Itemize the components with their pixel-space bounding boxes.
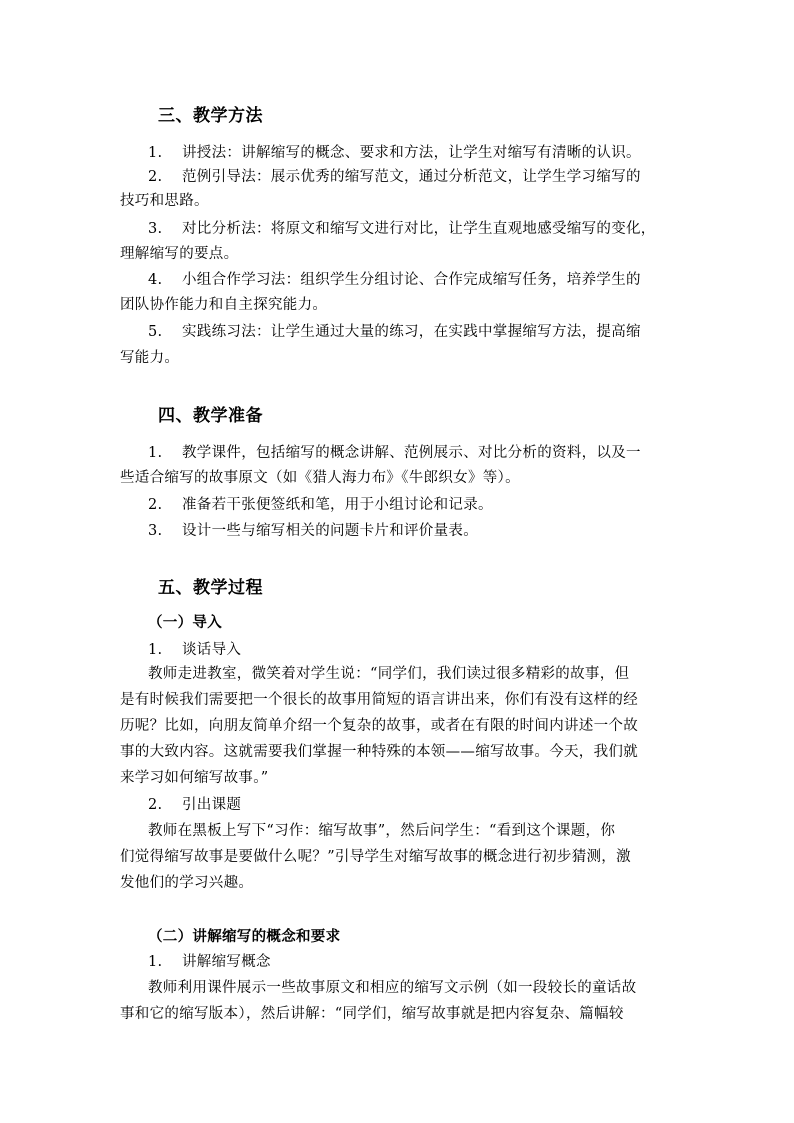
paragraph-line: 历呢？比如，向朋友简单介绍一个复杂的故事，或者在有限的时间内讲述一个故 [120, 718, 638, 734]
step-title: 讲解缩写概念 [182, 954, 271, 970]
item-number: 3. [148, 523, 163, 539]
item-continuation: 技巧和思路。 [120, 193, 209, 209]
item-text: 范例引导法：展示优秀的缩写范文，通过分析范文，让学生学习缩写的 [182, 169, 641, 185]
item-text: 实践练习法：让学生通过大量的练习，在实践中掌握缩写方法，提高缩 [182, 324, 641, 340]
item-text: 讲授法：讲解缩写的概念、要求和方法，让学生对缩写有清晰的认识。 [182, 145, 641, 161]
list-item [148, 443, 641, 463]
item-continuation: 写能力。 [120, 350, 180, 366]
step-heading [148, 952, 271, 972]
item-number: 5. [148, 324, 163, 340]
paragraph-line: 发他们的学习兴趣。 [120, 875, 254, 891]
item-number: 4. [148, 272, 163, 288]
list-item [148, 143, 641, 163]
step-number: 2. [148, 797, 163, 813]
item-text: 准备若干张便签纸和笔，用于小组讨论和记录。 [182, 497, 493, 513]
step-title: 谈话导入 [182, 642, 242, 658]
paragraph-line: 是有时候我们需要把一个很长的故事用简短的语言讲出来，你们有没有这样的经 [120, 692, 638, 708]
section-heading-prep: 四、教学准备 [158, 406, 263, 426]
paragraph-line: 教师走进教室，微笑着对学生说：“同学们，我们读过很多精彩的故事，但 [148, 666, 630, 682]
item-number: 2. [148, 169, 163, 185]
item-number: 2. [148, 497, 163, 513]
list-item [148, 219, 656, 239]
section-heading-process: 五、教学过程 [158, 578, 263, 598]
paragraph-line: 教师在黑板上写下“习作：缩写故事”，然后问学生：“看到这个课题，你 [148, 823, 616, 839]
subsection-heading-intro: （一）导入 [148, 614, 222, 631]
step-title: 引出课题 [182, 797, 242, 813]
item-number: 3. [148, 221, 163, 237]
list-item [148, 167, 641, 187]
step-heading [148, 795, 241, 815]
paragraph-line: 们觉得缩写故事是要做什么呢？”引导学生对缩写故事的概念进行初步猜测，激 [120, 849, 631, 865]
subsection-heading-concept: （二）讲解缩写的概念和要求 [148, 928, 341, 945]
item-number: 1. [148, 445, 163, 461]
paragraph-line: 来学习如何缩写故事。” [120, 770, 269, 786]
section-heading-methods: 三、教学方法 [158, 106, 263, 126]
step-heading [148, 640, 241, 660]
list-item [148, 495, 493, 515]
paragraph-line: 教师利用课件展示一些故事原文和相应的缩写文示例（如一段较长的童话故 [148, 980, 637, 996]
item-text: 对比分析法：将原文和缩写文进行对比，让学生直观地感受缩写的变化， [182, 221, 656, 237]
item-text: 教学课件，包括缩写的概念讲解、范例展示、对比分析的资料，以及一 [182, 445, 641, 461]
paragraph-line: 事和它的缩写版本），然后讲解：“同学们，缩写故事就是把内容复杂、篇幅较 [120, 1006, 624, 1022]
item-continuation: 团队协作能力和自主探究能力。 [120, 297, 328, 313]
step-number: 1. [148, 954, 163, 970]
item-continuation: 些适合缩写的故事原文（如《猎人海力布》《牛郎织女》等）。 [120, 470, 520, 486]
list-item [148, 521, 478, 541]
item-number: 1. [148, 145, 163, 161]
item-text: 小组合作学习法：组织学生分组讨论、合作完成缩写任务，培养学生的 [182, 272, 641, 288]
paragraph-line: 事的大致内容。这就需要我们掌握一种特殊的本领——缩写故事。今天，我们就 [120, 744, 638, 760]
list-item [148, 322, 641, 342]
item-continuation: 理解缩写的要点。 [120, 246, 239, 262]
step-number: 1. [148, 642, 163, 658]
list-item [148, 270, 641, 290]
item-text: 设计一些与缩写相关的问题卡片和评价量表。 [182, 523, 478, 539]
